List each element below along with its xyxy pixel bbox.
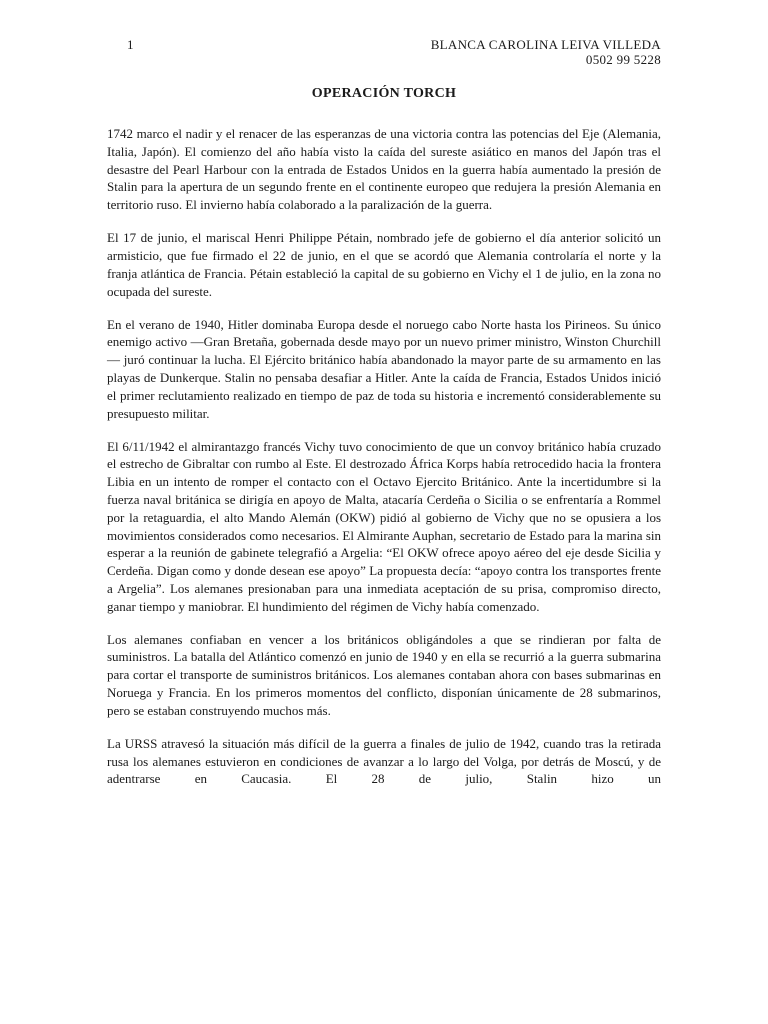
paragraph-4: El 6/11/1942 el almirantazgo francés Vichy tuvo conocimiento de que un convoy británico había cruzado el estrecho de Gibraltar con rumbo al Este. El destrozado África Korps había retrocedido hacia la frontera Libia en un intento de romper el contacto con el Octavo Ejercito Británico. Ante la incertidumbre si la fuerza naval británica se dirigía en apoyo de Malta, atacaría Cerdeña o Sicilia o se enfrentaría a Rommel por la retaguardia, el alto Mando Alemán (OKW) pidió al gobierno de Vichy que no se opusiera a los movimientos considerados como necesarios. El Almirante Auphan, secretario de Estado para la marina sin esperar a la reunión de gabinete telegrafió a Argelia: “El OKW ofrece apoyo aéreo del eje desde Sicilia y Cerdeña. Digan como y donde desean ese apoyo” La propuesta decía: “apoyo contra los transportes frente a Argelia”. Los alemanes presionaban para una inmediata aceptación de su prisa, compromiso directo, ganar tiempo y maniobrar. El hundimiento del régimen de Vichy había comenzado. xyxy=(107,438,661,614)
document-body xyxy=(107,125,661,803)
author-name: BLANCA CAROLINA LEIVA VILLEDA xyxy=(430,37,661,52)
document-title: OPERACIÓN TORCH xyxy=(311,86,457,101)
page-number: 1 xyxy=(127,37,134,52)
paragraph-3: En el verano de 1940, Hitler dominaba Europa desde el noruego cabo Norte hasta los Pirineos. Su único enemigo activo —Gran Bretaña, gobernada desde mayo por un nuevo primer ministro, Winston Churchill— juró continuar la lucha. El Ejército británico había abandonado la mayor parte de su armamento en las playas de Dunkerque. Stalin no pensaba desafiar a Hitler. Ante la caída de Francia, Estados Unidos inició el primer reclutamiento realizado en tiempo de paz de toda su historia e incrementó considerablemente su presupuesto militar. xyxy=(107,316,661,421)
paragraph-5: Los alemanes confiaban en vencer a los británicos obligándoles a que se rindieran por falta de suministros. La batalla del Atlántico comenzó en junio de 1940 y en ella se recurrió a la guerra submarina para cortar el transporte de suministros británicos. Los alemanes contaban ahora con bases submarinas en Noruega y Francia. En los primeros momentos del conflicto, disponían únicamente de 28 submarinos, pero se estaban construyendo muchos más. xyxy=(107,631,661,718)
author-code: 0502 99 5228 xyxy=(585,52,661,67)
paragraph-6: La URSS atravesó la situación más difícil de la guerra a finales de julio de 1942, cuando tras la retirada rusa los alemanes estuvieron en condiciones de avanzar a lo largo del Volga, por detrás de Moscú, y de adentrarse en Caucasia. El 28 de julio, Stalin hizo un xyxy=(107,735,661,787)
paragraph-2: El 17 de junio, el mariscal Henri Philippe Pétain, nombrado jefe de gobierno el día anterior solicitó un armisticio, que fue firmado el 22 de junio, en el que se acordó que Alemania controlaría el norte y la franja atlántica de Francia. Pétain estableció la capital de su gobierno en Vichy el 1 de julio, en la zona no ocupada del sureste. xyxy=(107,230,661,299)
author-block xyxy=(431,37,661,67)
paragraph-1: 1742 marco el nadir y el renacer de las esperanzas de una victoria contra las potencias del Eje (Alemania, Italia, Japón). El comienzo del año había visto la caída del sureste asiático en manos del Japón tras el desastre del Pearl Harbour con la entrada de Estados Unidos en la guerra había aumentado la presión de Stalin para la apertura de un segundo frente en el continente europeo que redujera la presión Alemania en territorio ruso. El invierno había colaborado a la paralización de la guerra. xyxy=(107,126,661,213)
